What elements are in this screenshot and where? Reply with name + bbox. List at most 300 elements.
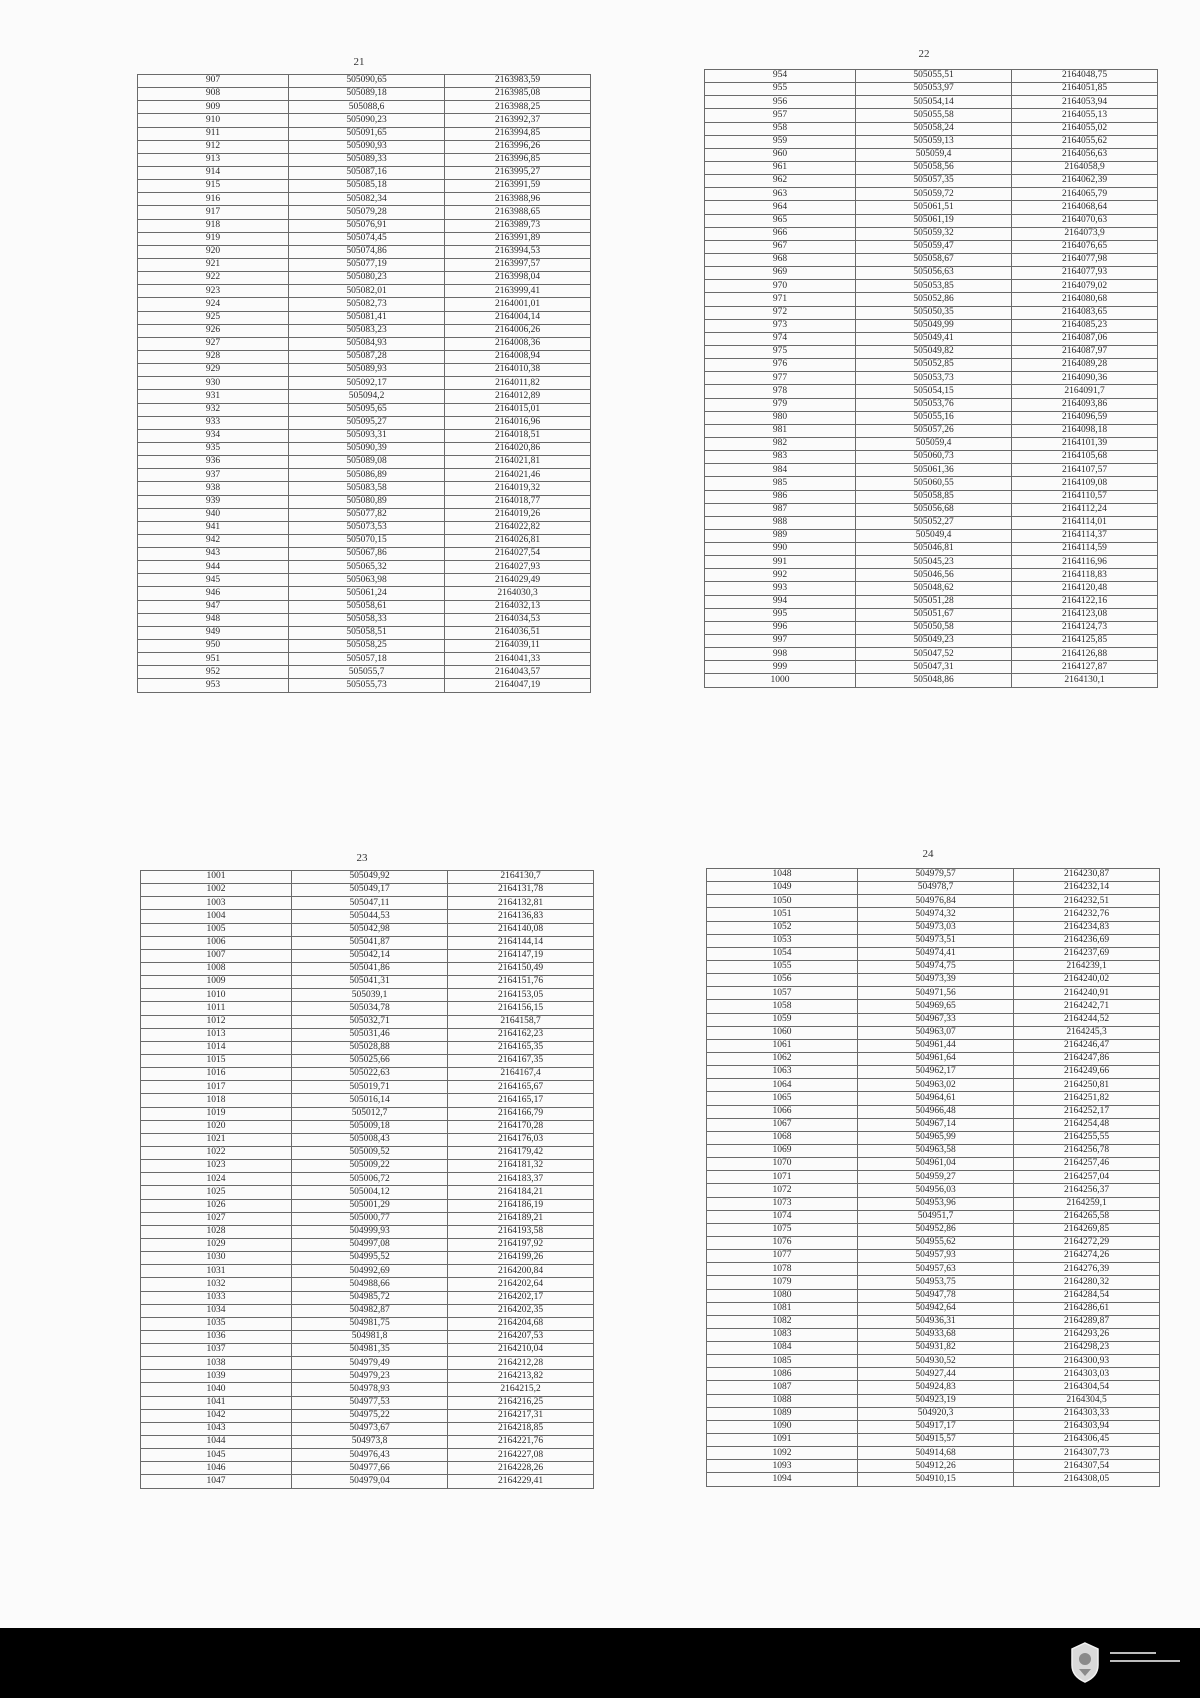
x-coordinate-cell: 504955,62	[858, 1236, 1014, 1249]
table-row	[141, 1436, 594, 1449]
table-row	[705, 424, 1158, 437]
point-number-cell: 949	[138, 626, 289, 639]
coordinate-table-page-21	[137, 74, 591, 693]
x-coordinate-cell: 504963,07	[858, 1026, 1014, 1039]
point-number-cell: 1057	[707, 987, 858, 1000]
point-number-cell: 923	[138, 285, 289, 298]
y-coordinate-cell: 2164257,04	[1014, 1171, 1160, 1184]
y-coordinate-cell: 2164091,7	[1012, 385, 1158, 398]
point-number-cell: 942	[138, 534, 289, 547]
point-number-cell: 1058	[707, 1000, 858, 1013]
stamp-line-1	[1110, 1652, 1156, 1654]
y-coordinate-cell: 2164027,93	[445, 561, 591, 574]
y-coordinate-cell: 2164101,39	[1012, 437, 1158, 450]
y-coordinate-cell: 2164096,59	[1012, 411, 1158, 424]
table-row	[138, 482, 591, 495]
table-row	[138, 679, 591, 692]
x-coordinate-cell: 505091,65	[289, 127, 445, 140]
x-coordinate-cell: 505082,34	[289, 193, 445, 206]
y-coordinate-cell: 2164229,41	[448, 1475, 594, 1488]
point-number-cell: 992	[705, 569, 856, 582]
y-coordinate-cell: 2164230,87	[1014, 869, 1160, 882]
x-coordinate-cell: 505042,14	[292, 949, 448, 962]
x-coordinate-cell: 505059,4	[856, 437, 1012, 450]
x-coordinate-cell: 504923,19	[858, 1394, 1014, 1407]
x-coordinate-cell: 504981,75	[292, 1317, 448, 1330]
point-number-cell: 996	[705, 621, 856, 634]
x-coordinate-cell: 505082,73	[289, 298, 445, 311]
y-coordinate-cell: 2164029,49	[445, 574, 591, 587]
x-coordinate-cell: 505054,14	[856, 96, 1012, 109]
table-row	[141, 1475, 594, 1488]
y-coordinate-cell: 2164116,96	[1012, 556, 1158, 569]
y-coordinate-cell: 2163988,65	[445, 206, 591, 219]
table-row	[138, 153, 591, 166]
x-coordinate-cell: 505076,91	[289, 219, 445, 232]
y-coordinate-cell: 2164114,59	[1012, 543, 1158, 556]
x-coordinate-cell: 505054,15	[856, 385, 1012, 398]
y-coordinate-cell: 2164048,75	[1012, 70, 1158, 83]
table-row	[705, 135, 1158, 148]
y-coordinate-cell: 2164272,29	[1014, 1236, 1160, 1249]
table-row	[707, 882, 1160, 895]
table-row	[707, 1407, 1160, 1420]
point-number-cell: 1049	[707, 882, 858, 895]
x-coordinate-cell: 505059,4	[856, 148, 1012, 161]
table-row	[141, 1160, 594, 1173]
x-coordinate-cell: 505060,55	[856, 477, 1012, 490]
x-coordinate-cell: 505049,41	[856, 332, 1012, 345]
y-coordinate-cell: 2164237,69	[1014, 947, 1160, 960]
table-row	[705, 83, 1158, 96]
point-number-cell: 994	[705, 595, 856, 608]
y-coordinate-cell: 2164010,38	[445, 364, 591, 377]
point-number-cell: 1046	[141, 1462, 292, 1475]
table-row	[705, 411, 1158, 424]
point-number-cell: 1063	[707, 1066, 858, 1079]
x-coordinate-cell: 505053,85	[856, 280, 1012, 293]
point-number-cell: 1053	[707, 934, 858, 947]
point-number-cell: 957	[705, 109, 856, 122]
table-row	[141, 949, 594, 962]
point-number-cell: 939	[138, 495, 289, 508]
table-row	[141, 1133, 594, 1146]
point-number-cell: 1024	[141, 1173, 292, 1186]
table-row	[138, 75, 591, 88]
x-coordinate-cell: 505073,53	[289, 521, 445, 534]
point-number-cell: 995	[705, 608, 856, 621]
point-number-cell: 920	[138, 245, 289, 258]
x-coordinate-cell: 504952,86	[858, 1223, 1014, 1236]
point-number-cell: 1001	[141, 871, 292, 884]
table-row	[707, 1381, 1160, 1394]
y-coordinate-cell: 2164030,3	[445, 587, 591, 600]
table-row	[141, 1173, 594, 1186]
table-row	[705, 332, 1158, 345]
x-coordinate-cell: 505061,19	[856, 214, 1012, 227]
point-number-cell: 998	[705, 648, 856, 661]
point-number-cell: 1051	[707, 908, 858, 921]
scan-footer-band	[0, 1628, 1200, 1698]
point-number-cell: 934	[138, 429, 289, 442]
table-row	[707, 1118, 1160, 1131]
point-number-cell: 1011	[141, 1002, 292, 1015]
point-number-cell: 1076	[707, 1236, 858, 1249]
x-coordinate-cell: 505092,17	[289, 377, 445, 390]
point-number-cell: 981	[705, 424, 856, 437]
table-row	[141, 1120, 594, 1133]
x-coordinate-cell: 505055,58	[856, 109, 1012, 122]
point-number-cell: 1023	[141, 1160, 292, 1173]
x-coordinate-cell: 504973,8	[292, 1436, 448, 1449]
y-coordinate-cell: 2164298,23	[1014, 1342, 1160, 1355]
point-number-cell: 940	[138, 508, 289, 521]
y-coordinate-cell: 2164221,76	[448, 1436, 594, 1449]
y-coordinate-cell: 2164179,42	[448, 1146, 594, 1159]
y-coordinate-cell: 2164085,23	[1012, 319, 1158, 332]
y-coordinate-cell: 2164022,82	[445, 521, 591, 534]
point-number-cell: 1041	[141, 1396, 292, 1409]
x-coordinate-cell: 505087,28	[289, 350, 445, 363]
point-number-cell: 927	[138, 337, 289, 350]
y-coordinate-cell: 2164118,83	[1012, 569, 1158, 582]
point-number-cell: 1006	[141, 936, 292, 949]
x-coordinate-cell: 505083,23	[289, 324, 445, 337]
x-coordinate-cell: 505094,2	[289, 390, 445, 403]
table-row	[707, 895, 1160, 908]
x-coordinate-cell: 504973,03	[858, 921, 1014, 934]
x-coordinate-cell: 505070,15	[289, 534, 445, 547]
x-coordinate-cell: 505052,85	[856, 359, 1012, 372]
point-number-cell: 1077	[707, 1250, 858, 1263]
x-coordinate-cell: 505050,35	[856, 306, 1012, 319]
point-number-cell: 924	[138, 298, 289, 311]
table-row	[705, 345, 1158, 358]
table-row	[141, 1081, 594, 1094]
y-coordinate-cell: 2164110,57	[1012, 490, 1158, 503]
x-coordinate-cell: 505084,93	[289, 337, 445, 350]
point-number-cell: 933	[138, 416, 289, 429]
y-coordinate-cell: 2164021,81	[445, 456, 591, 469]
x-coordinate-cell: 504979,04	[292, 1475, 448, 1488]
table-row	[705, 267, 1158, 280]
point-number-cell: 1084	[707, 1342, 858, 1355]
x-coordinate-cell: 504931,82	[858, 1342, 1014, 1355]
point-number-cell: 978	[705, 385, 856, 398]
point-number-cell: 985	[705, 477, 856, 490]
point-number-cell: 930	[138, 377, 289, 390]
table-row	[705, 398, 1158, 411]
stamp-line-2	[1110, 1660, 1180, 1662]
y-coordinate-cell: 2164204,68	[448, 1317, 594, 1330]
table-row	[138, 534, 591, 547]
point-number-cell: 1079	[707, 1276, 858, 1289]
y-coordinate-cell: 2164055,13	[1012, 109, 1158, 122]
x-coordinate-cell: 504988,66	[292, 1278, 448, 1291]
table-row	[705, 227, 1158, 240]
y-coordinate-cell: 2164073,9	[1012, 227, 1158, 240]
table-row	[141, 1357, 594, 1370]
x-coordinate-cell: 505081,41	[289, 311, 445, 324]
y-coordinate-cell: 2164307,54	[1014, 1460, 1160, 1473]
x-coordinate-cell: 504981,35	[292, 1344, 448, 1357]
x-coordinate-cell: 504974,32	[858, 908, 1014, 921]
x-coordinate-cell: 505046,81	[856, 543, 1012, 556]
y-coordinate-cell: 2164019,26	[445, 508, 591, 521]
point-number-cell: 1078	[707, 1263, 858, 1276]
y-coordinate-cell: 2164077,93	[1012, 267, 1158, 280]
table-row	[141, 976, 594, 989]
point-number-cell: 954	[705, 70, 856, 83]
x-coordinate-cell: 504976,43	[292, 1449, 448, 1462]
x-coordinate-cell: 504947,78	[858, 1289, 1014, 1302]
y-coordinate-cell: 2164215,2	[448, 1383, 594, 1396]
y-coordinate-cell: 2163994,53	[445, 245, 591, 258]
point-number-cell: 999	[705, 661, 856, 674]
table-row	[141, 1409, 594, 1422]
y-coordinate-cell: 2163991,59	[445, 180, 591, 193]
y-coordinate-cell: 2164249,66	[1014, 1066, 1160, 1079]
table-row	[141, 1002, 594, 1015]
point-number-cell: 966	[705, 227, 856, 240]
table-row	[707, 1276, 1160, 1289]
table-row	[138, 600, 591, 613]
point-number-cell: 1000	[705, 674, 856, 687]
table-row	[707, 1092, 1160, 1105]
x-coordinate-cell: 505089,18	[289, 88, 445, 101]
x-coordinate-cell: 505058,67	[856, 253, 1012, 266]
y-coordinate-cell: 2164176,03	[448, 1133, 594, 1146]
point-number-cell: 1071	[707, 1171, 858, 1184]
point-number-cell: 931	[138, 390, 289, 403]
x-coordinate-cell: 505055,16	[856, 411, 1012, 424]
x-coordinate-cell: 505056,63	[856, 267, 1012, 280]
x-coordinate-cell: 504973,39	[858, 974, 1014, 987]
point-number-cell: 987	[705, 503, 856, 516]
table-row	[705, 437, 1158, 450]
point-number-cell: 988	[705, 516, 856, 529]
table-row	[138, 324, 591, 337]
x-coordinate-cell: 504985,72	[292, 1291, 448, 1304]
y-coordinate-cell: 2164255,55	[1014, 1131, 1160, 1144]
table-row	[141, 1304, 594, 1317]
y-coordinate-cell: 2164114,37	[1012, 529, 1158, 542]
point-number-cell: 1073	[707, 1197, 858, 1210]
y-coordinate-cell: 2164236,69	[1014, 934, 1160, 947]
point-number-cell: 989	[705, 529, 856, 542]
x-coordinate-cell: 505058,85	[856, 490, 1012, 503]
point-number-cell: 1015	[141, 1054, 292, 1067]
y-coordinate-cell: 2164228,26	[448, 1462, 594, 1475]
x-coordinate-cell: 505059,13	[856, 135, 1012, 148]
point-number-cell: 1034	[141, 1304, 292, 1317]
point-number-cell: 932	[138, 403, 289, 416]
x-coordinate-cell: 504961,64	[858, 1052, 1014, 1065]
x-coordinate-cell: 504942,64	[858, 1302, 1014, 1315]
x-coordinate-cell: 505061,36	[856, 464, 1012, 477]
x-coordinate-cell: 505034,78	[292, 1002, 448, 1015]
x-coordinate-cell: 505089,33	[289, 153, 445, 166]
point-number-cell: 1033	[141, 1291, 292, 1304]
x-coordinate-cell: 504956,03	[858, 1184, 1014, 1197]
table-row	[707, 869, 1160, 882]
x-coordinate-cell: 505053,97	[856, 83, 1012, 96]
y-coordinate-cell: 2164239,1	[1014, 960, 1160, 973]
point-number-cell: 1038	[141, 1357, 292, 1370]
point-number-cell: 990	[705, 543, 856, 556]
y-coordinate-cell: 2164158,7	[448, 1015, 594, 1028]
table-row	[138, 587, 591, 600]
table-row	[705, 175, 1158, 188]
y-coordinate-cell: 2164189,21	[448, 1212, 594, 1225]
table-row	[138, 508, 591, 521]
x-coordinate-cell: 505042,98	[292, 923, 448, 936]
x-coordinate-cell: 505048,86	[856, 674, 1012, 687]
x-coordinate-cell: 504977,53	[292, 1396, 448, 1409]
y-coordinate-cell: 2164181,32	[448, 1160, 594, 1173]
page-number-24: 24	[922, 848, 934, 860]
y-coordinate-cell: 2164076,65	[1012, 240, 1158, 253]
point-number-cell: 909	[138, 101, 289, 114]
x-coordinate-cell: 504953,96	[858, 1197, 1014, 1210]
y-coordinate-cell: 2164162,23	[448, 1028, 594, 1041]
y-coordinate-cell: 2164199,26	[448, 1252, 594, 1265]
y-coordinate-cell: 2164001,01	[445, 298, 591, 311]
point-number-cell: 1066	[707, 1105, 858, 1118]
table-row	[705, 306, 1158, 319]
point-number-cell: 1035	[141, 1317, 292, 1330]
x-coordinate-cell: 505028,88	[292, 1041, 448, 1054]
y-coordinate-cell: 2164019,32	[445, 482, 591, 495]
table-row	[138, 350, 591, 363]
point-number-cell: 964	[705, 201, 856, 214]
table-row	[141, 910, 594, 923]
table-row	[707, 1000, 1160, 1013]
x-coordinate-cell: 505074,86	[289, 245, 445, 258]
x-coordinate-cell: 504957,63	[858, 1263, 1014, 1276]
y-coordinate-cell: 2164183,37	[448, 1173, 594, 1186]
x-coordinate-cell: 505001,29	[292, 1199, 448, 1212]
point-number-cell: 1091	[707, 1434, 858, 1447]
table-row	[705, 253, 1158, 266]
table-row	[141, 1107, 594, 1120]
x-coordinate-cell: 505065,32	[289, 561, 445, 574]
point-number-cell: 1027	[141, 1212, 292, 1225]
table-row	[707, 908, 1160, 921]
y-coordinate-cell: 2164140,08	[448, 923, 594, 936]
point-number-cell: 1043	[141, 1422, 292, 1435]
y-coordinate-cell: 2164307,73	[1014, 1447, 1160, 1460]
table-row	[705, 635, 1158, 648]
x-coordinate-cell: 505049,92	[292, 871, 448, 884]
y-coordinate-cell: 2164247,86	[1014, 1052, 1160, 1065]
point-number-cell: 943	[138, 548, 289, 561]
y-coordinate-cell: 2164218,85	[448, 1422, 594, 1435]
table-row	[707, 1171, 1160, 1184]
table-row	[705, 674, 1158, 687]
x-coordinate-cell: 505059,72	[856, 188, 1012, 201]
y-coordinate-cell: 2164015,01	[445, 403, 591, 416]
coordinate-table-page-23	[140, 870, 594, 1489]
table-row	[138, 561, 591, 574]
point-number-cell: 918	[138, 219, 289, 232]
table-row	[705, 503, 1158, 516]
point-number-cell: 916	[138, 193, 289, 206]
y-coordinate-cell: 2164026,81	[445, 534, 591, 547]
y-coordinate-cell: 2163983,59	[445, 75, 591, 88]
x-coordinate-cell: 505051,28	[856, 595, 1012, 608]
x-coordinate-cell: 504966,48	[858, 1105, 1014, 1118]
x-coordinate-cell: 505090,93	[289, 140, 445, 153]
coordinate-table-page-22	[704, 69, 1158, 688]
y-coordinate-cell: 2164234,83	[1014, 921, 1160, 934]
point-number-cell: 1007	[141, 949, 292, 962]
table-row	[705, 464, 1158, 477]
point-number-cell: 1072	[707, 1184, 858, 1197]
y-coordinate-cell: 2164065,79	[1012, 188, 1158, 201]
point-number-cell: 935	[138, 442, 289, 455]
x-coordinate-cell: 505085,18	[289, 180, 445, 193]
point-number-cell: 953	[138, 679, 289, 692]
point-number-cell: 1090	[707, 1420, 858, 1433]
table-row	[138, 626, 591, 639]
x-coordinate-cell: 505057,18	[289, 653, 445, 666]
y-coordinate-cell: 2163995,27	[445, 166, 591, 179]
table-row	[707, 1066, 1160, 1079]
table-row	[141, 1383, 594, 1396]
y-coordinate-cell: 2163998,04	[445, 272, 591, 285]
table-row	[138, 469, 591, 482]
table-row	[705, 148, 1158, 161]
table-row	[707, 960, 1160, 973]
x-coordinate-cell: 505053,73	[856, 372, 1012, 385]
y-coordinate-cell: 2164232,14	[1014, 882, 1160, 895]
table-row	[707, 987, 1160, 1000]
table-row	[138, 521, 591, 534]
table-row	[705, 661, 1158, 674]
y-coordinate-cell: 2164304,54	[1014, 1381, 1160, 1394]
y-coordinate-cell: 2164306,45	[1014, 1434, 1160, 1447]
table-row	[707, 921, 1160, 934]
table-row	[138, 495, 591, 508]
x-coordinate-cell: 505061,24	[289, 587, 445, 600]
table-row	[138, 337, 591, 350]
point-number-cell: 970	[705, 280, 856, 293]
y-coordinate-cell: 2164020,86	[445, 442, 591, 455]
table-row	[138, 390, 591, 403]
point-number-cell: 1089	[707, 1407, 858, 1420]
point-number-cell: 969	[705, 267, 856, 280]
table-row	[707, 1302, 1160, 1315]
x-coordinate-cell: 504959,27	[858, 1171, 1014, 1184]
point-number-cell: 976	[705, 359, 856, 372]
y-coordinate-cell: 2164245,3	[1014, 1026, 1160, 1039]
x-coordinate-cell: 504971,56	[858, 987, 1014, 1000]
table-row	[138, 653, 591, 666]
x-coordinate-cell: 505032,71	[292, 1015, 448, 1028]
table-row	[141, 923, 594, 936]
y-coordinate-cell: 2164127,87	[1012, 661, 1158, 674]
table-row	[138, 245, 591, 258]
table-row	[705, 556, 1158, 569]
x-coordinate-cell: 505046,56	[856, 569, 1012, 582]
point-number-cell: 1093	[707, 1460, 858, 1473]
table-row	[707, 1236, 1160, 1249]
y-coordinate-cell: 2164112,24	[1012, 503, 1158, 516]
table-row	[707, 1250, 1160, 1263]
y-coordinate-cell: 2163992,37	[445, 114, 591, 127]
table-row	[707, 1460, 1160, 1473]
